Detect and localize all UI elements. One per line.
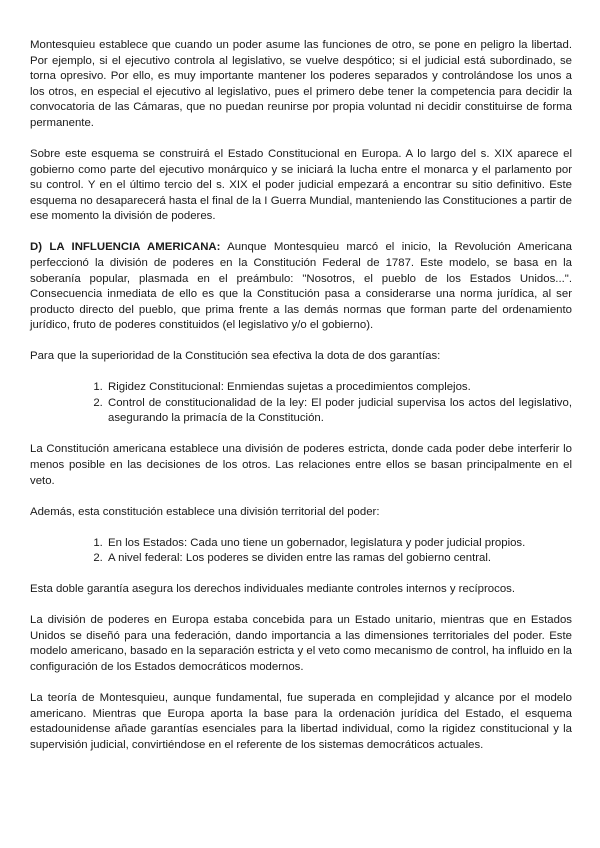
- paragraph-double-guarantee: Esta doble garantía asegura los derechos individuales mediante controles internos y recíprocos.: [30, 583, 516, 596]
- list-item: 1. Rigidez Constitucional: Enmiendas sujetas a procedimientos complejos.: [106, 380, 572, 396]
- paragraph-separation-of-powers: Montesquieu establece que cuando un poder asume las funciones de otro, se pone en peligro la libertad. Por ejemplo, si el ejecutivo controla al legislativo, se vuelve despótico; si el judicial está subordinado, se torna opresivo. Por ello, es muy importante mantener los poderes separados y controlándose los unos a los otros, en especial el ejecutivo al legislativo, pues el primero debe tener la competencia para decidir la convocatoria de las Cámaras, que no puedan reunirse por propia voluntad ni decidir constituirse de forma permanente.: [30, 39, 572, 129]
- paragraph-strict-division: La Constitución americana establece una división de poderes estricta, donde cada poder debe interferir lo menos posible en las decisiones de los otros. Las relaciones entre ellos se basan principalmente en el veto.: [30, 443, 572, 487]
- paragraph-conclusion: La teoría de Montesquieu, aunque fundamental, fue superada en complejidad y alcance por el modelo americano. Mientras que Europa aporta la base para la ordenación jurídica del Estado, el esquema estadounidense añade garantías esenciales para la libertad individual, como la rigidez constitucional y la supervisión judicial, convirtiéndose en el referente de los sistemas democráticos actuales.: [30, 691, 572, 751]
- list-item: 2. A nivel federal: Los poderes se dividen entre las ramas del gobierno central.: [106, 551, 572, 567]
- section-body-american-influence: Aunque Montesquieu marcó el inicio, la Revolución Americana perfeccionó la división de poderes en la Constitución Federal de 1787. Este modelo, se basa en la soberanía popular, plasmada en el preámbulo: "Nosotros, el pueblo de los Estados Unidos...". Consecuencia inmediata de ello es que la Constitución pasa a considerarse una norma jurídica, al ser producto directo del pueblo, que prima frente a las demás normas que forman parte del ordenamiento jurídico, fruto de poderes constituidos (el legislativo y/o el gobierno).: [30, 241, 572, 332]
- list-item: 2. Control de constitucionalidad de la ley: El poder judicial supervisa los actos del legislativo, asegurando la primacía de la Constitución.: [106, 396, 572, 427]
- document-page: [30, 38, 572, 769]
- paragraph-constitutional-state-europe: Sobre este esquema se construirá el Estado Constitucional en Europa. A lo largo del s. XIX aparece el gobierno como parte del ejecutivo monárquico y se iniciará la lucha entre el monarca y el parlamento por su control. Y en el último tercio del s. XIX el poder judicial empezará a encontrar su sitio definitivo. Este esquema no desaparecerá hasta el final de la I Guerra Mundial, manteniendo las Constituciones a partir de ese momento la división de poderes.: [30, 147, 572, 223]
- paragraph-american-influence: [30, 240, 572, 334]
- paragraph-territorial-intro: Además, esta constitución establece una división territorial del poder:: [30, 505, 380, 518]
- territorial-list: [30, 536, 572, 567]
- paragraph-guarantees-intro: Para que la superioridad de la Constitución sea efectiva la dota de dos garantías:: [30, 350, 441, 363]
- guarantees-list: [30, 380, 572, 427]
- paragraph-europe-vs-us: La división de poderes en Europa estaba concebida para un Estado unitario, mientras que en Estados Unidos se diseñó para una federación, dando importancia a las dimensiones territoriales del poder. Este modelo americano, basado en la separación estricta y el veto como mecanismo de control, ha influido en la configuración de los Estados democráticos modernos.: [30, 614, 572, 673]
- section-heading-american-influence: D) LA INFLUENCIA AMERICANA:: [30, 241, 221, 254]
- list-item: 1. En los Estados: Cada uno tiene un gobernador, legislatura y poder judicial propios.: [106, 536, 572, 552]
